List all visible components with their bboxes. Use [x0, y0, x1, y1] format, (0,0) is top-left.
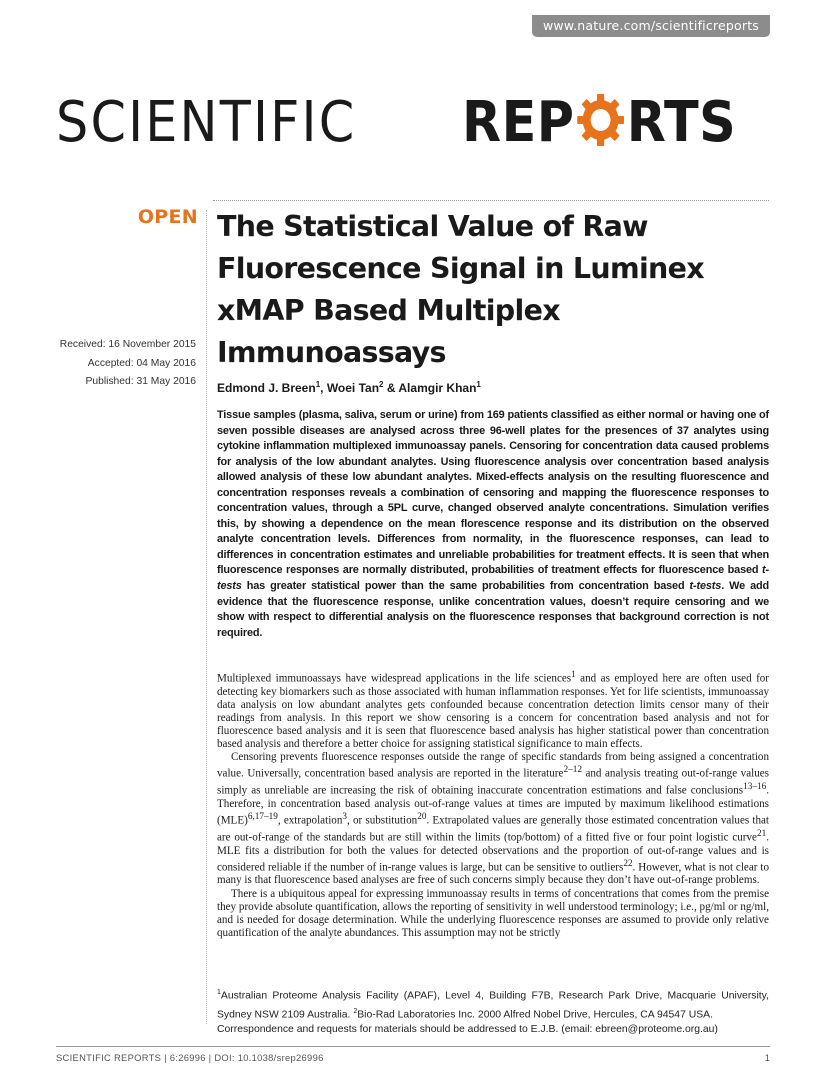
journal-name-light: SCIENTIFIC: [56, 90, 357, 155]
author-name[interactable]: Woei Tan: [326, 381, 380, 395]
body-paragraph: [217, 751, 769, 887]
affiliations: [217, 985, 769, 1037]
affiliation-number: 1: [217, 989, 221, 996]
affiliation-text: Australian Proteome Analysis Facility (APAF), Level 4, Building F7B, Research Park Drive, Macquarie University, Sydney NSW 2109 Australia.: [217, 990, 769, 1021]
author-separator: &: [383, 381, 399, 395]
journal-url-link[interactable]: www.nature.com/scientificreports: [532, 15, 770, 37]
citation-ref[interactable]: 3: [342, 812, 347, 822]
body-paragraph: [217, 669, 769, 751]
gear-o-icon: [576, 93, 625, 147]
body-text: and as employed here are often used for detecting key biomarkers such as those associated with human inflammation responses. Yet for life scientists, immunoassay data analysis on low abundant analytes gets confounded because concentration detection limits censor many of their readings from analysis. In this report we show censoring is a concern for concentration based analysis and not for fluorescence based analysis and it is seen that fluorescence based analysis has higher statistical power than concentration based analysis and therefore a better choice for assigning statistical significance to main effects.: [217, 672, 769, 751]
abstract-text: . We add evidence that the fluorescence response, unlike concentration values, doesn’t require censoring and we show with respect to differential analysis on the fluorescence responses that background correction is not required.: [217, 580, 769, 639]
body-text: . Therefore, in concentration based analysis out-of-range values at times are imputed by maximum likelihood estimations (MLE): [217, 784, 769, 827]
abstract-italic-term: t-tests: [217, 564, 769, 593]
published-date: Published: 31 May 2016: [85, 376, 196, 387]
journal-name-bold-part1: REP: [462, 90, 575, 155]
correspondence-note[interactable]: Correspondence and requests for materials should be addressed to E.J.B. (email: ebreen@proteome.org.au): [217, 1024, 718, 1036]
citation-ref[interactable]: 6,17–19: [247, 812, 278, 822]
affiliation-ref: 1: [476, 380, 481, 389]
page-number: 1: [764, 1052, 770, 1063]
body-paragraph: There is a ubiquitous appeal for expressing immunoassay results in terms of concentrations that comes from the premise they provide absolute quantification, allows the reporting of sensitivity in well understood terminology; i.e., pg/ml or ng/ml, and is needed for dosage determination. While the underlying fluorescence responses are assumed to provide only relative quantification of the analyte abundances. This assumption may not be strictly: [217, 887, 769, 939]
body-text: Censoring prevents fluorescence responses outside the range of specific standards from being assigned a concentration value. Universally, concentration based analysis are reported in the literature: [217, 751, 769, 781]
body-text: . Extrapolated values are generally those estimated concentration values that are out-of-range of the standards but are still within the limits (top/bottom) of a fitted five or four point logistic curve: [217, 814, 770, 844]
affiliation-ref: 1: [315, 380, 321, 389]
accepted-date: Accepted: 04 May 2016: [87, 357, 196, 369]
open-access-label: OPEN: [137, 206, 198, 228]
journal-masthead[interactable]: [56, 88, 772, 158]
citation-ref[interactable]: 1: [571, 670, 576, 680]
body-text: . MLE fits a distribution for both the values for detected observations and the proportion of out-of-range values and is considered reliable if the number of in-range values is large, but can be sensitive to outliers: [217, 831, 769, 874]
body-text: . However, what is not clear to many is that fluorescence based analyses are free of such concerns simply because they don’t have out-of-range problems.: [217, 861, 769, 887]
author-list: [217, 380, 481, 395]
abstract-text: Tissue samples (plasma, saliva, serum or urine) from 169 patients classified as either normal or having one of seven possible diseases are analysed across three 96-well plates for the presences of 37 analytes using cytokine inflammation multiplexed immunoassay panels. Censoring for concentration data caused problems for analysis of the low abundant analytes. Using fluorescence analysis over concentration based analysis allowed analysis of these low abundant analytes. Mixed-effects analysis on the resulting fluorescence and concentration responses reveals a combination of censoring and mapping the fluorescence responses to concentration values, through a 5PL curve, changed observed analyte concentrations. Simulation verifies this, by showing a dependence on the mean florescence response and its distribution on the observed analyte concentration levels. Differences from normality, in the fluorescence responses, can lead to differences in concentration estimates and unreliable probabilities for treatment effects. It is seen that when fluorescence responses are normally distributed, probabilities of treatment effects for fluorescence based: [217, 409, 769, 577]
abstract: [217, 408, 769, 641]
citation-ref[interactable]: 22: [623, 858, 633, 869]
header-dotted-divider: [213, 200, 769, 201]
body-text: , extrapolation: [277, 814, 343, 827]
affiliation-number: 2: [353, 1007, 358, 1015]
footer-citation[interactable]: SCIENTIFIC REPORTS | 6:26996 | DOI: 10.1038/srep26996: [56, 1052, 324, 1063]
body-text: and analysis treating out-of-range values simply as unreliable are increasing the risk of obtaining inaccurate concentration estimations and false conclusions: [217, 768, 769, 797]
abstract-italic-term: t-tests: [689, 580, 722, 593]
affiliation-ref: 2: [379, 380, 384, 389]
abstract-text: has greater statistical power than the same probabilities from concentration based: [241, 580, 690, 593]
citation-ref[interactable]: 20: [417, 812, 427, 822]
side-dotted-divider: [206, 210, 207, 1024]
journal-name-bold-group: [462, 88, 736, 158]
article-body: [217, 669, 769, 940]
citation-ref[interactable]: 2–12: [563, 765, 582, 776]
body-text: Multiplexed immunoassays have widespread applications in the life sciences: [217, 672, 572, 685]
citation-ref[interactable]: 21: [756, 828, 767, 839]
affiliation-text: Bio-Rad Laboratories Inc. 2000 Alfred Nobel Drive, Hercules, CA 94547 USA.: [357, 1009, 713, 1021]
author-name[interactable]: Alamgir Khan: [398, 381, 477, 395]
journal-name-bold-part2: RTS: [626, 90, 737, 155]
received-date: Received: 16 November 2015: [59, 339, 196, 350]
article-title: The Statistical Value of Raw Fluorescence Signal in Luminex xMAP Based Multiplex Immunoassays: [217, 210, 704, 369]
author-name[interactable]: Edmond J. Breen: [217, 381, 316, 395]
body-text: , or substitution: [347, 814, 418, 827]
author-separator: ,: [320, 381, 327, 395]
footer-divider: [56, 1046, 770, 1047]
citation-ref[interactable]: 13–16: [743, 782, 767, 793]
article-dates: [40, 336, 196, 392]
